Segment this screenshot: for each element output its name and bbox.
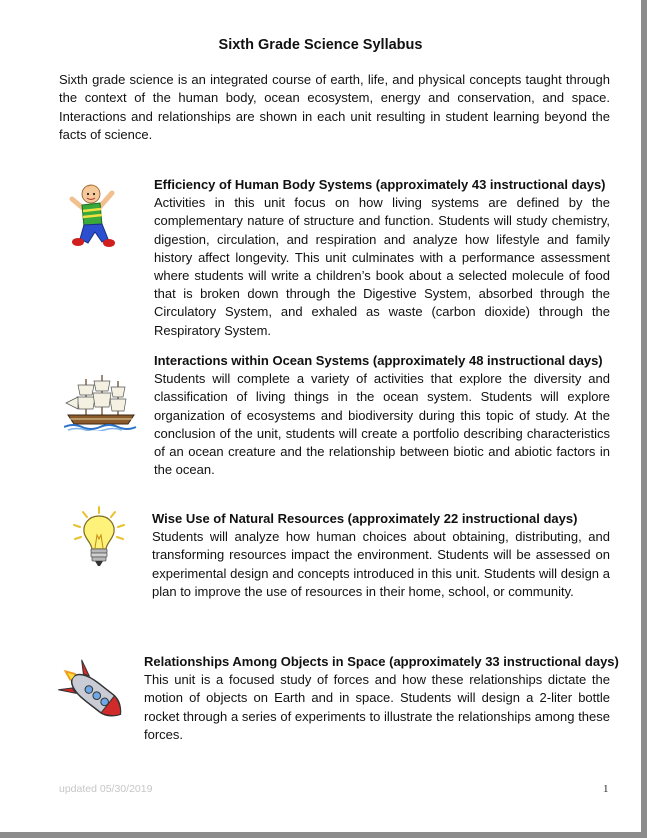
unit-heading: Interactions within Ocean Systems (approximately 48 instructional days)	[154, 353, 603, 368]
unit-heading: Wise Use of Natural Resources (approximately 22 instructional days)	[152, 511, 578, 526]
unit-natural-resources	[152, 510, 610, 601]
unit-body: Activities in this unit focus on how living systems are defined by the complementary nature of structure and function. Students will study chemistry, digestion, circulation, and respiration and analyze how lifestyle and family history affect longevity. This unit culminates with a performance assessment where students will write a children’s book about a selected molecule of food that is broken down through the Digestive System, absorbed through the Circulatory System, and exhaled as waste (carbon dioxide) through the Respiratory System.	[154, 195, 610, 338]
intro-paragraph: Sixth grade science is an integrated course of earth, life, and physical concepts taught through the context of the human body, ocean ecosystem, energy and conservation, and space. Interactions and relationships are shown in each unit resulting in student learning beyond the facts of science.	[59, 72, 610, 142]
running-boy-icon	[64, 181, 122, 258]
page-title: Sixth Grade Science Syllabus	[218, 37, 423, 53]
unit-ocean-systems	[154, 352, 610, 479]
page-number: 1	[603, 783, 609, 795]
unit-heading: Relationships Among Objects in Space (approximately 33 instructional days)	[144, 654, 619, 669]
rocket-icon	[52, 659, 132, 730]
unit-body: This unit is a focused study of forces and how these relationships dictate the motion of objects on Earth and in space. Students will design a 2-liter bottle rocket through a series of experiments to illustrate the relationships among these forces.	[144, 672, 610, 742]
unit-body: Students will complete a variety of activities that explore the diversity and classification of living things in the ocean system. Students will explore organization of ecosystems and biodiversity during this topic of study. At the conclusion of the unit, students will create a portfolio describing characteristics of an ocean creature and the relationship between biotic and abiotic factors in the ocean.	[154, 371, 610, 478]
unit-body: Students will analyze how human choices about obtaining, distributing, and transforming resources impact the environment. Students will be assessed on experimental design and concepts introduced in this unit. Students will design a plan to improve the use of resources in their home, school, or community.	[152, 529, 610, 599]
light-bulb-icon	[71, 505, 127, 576]
unit-human-body	[154, 176, 610, 340]
sailing-ship-icon	[64, 373, 138, 436]
unit-objects-in-space	[144, 653, 619, 744]
unit-heading: Efficiency of Human Body Systems (approximately 43 instructional days)	[154, 177, 606, 192]
updated-date: updated 05/30/2019	[59, 783, 153, 795]
